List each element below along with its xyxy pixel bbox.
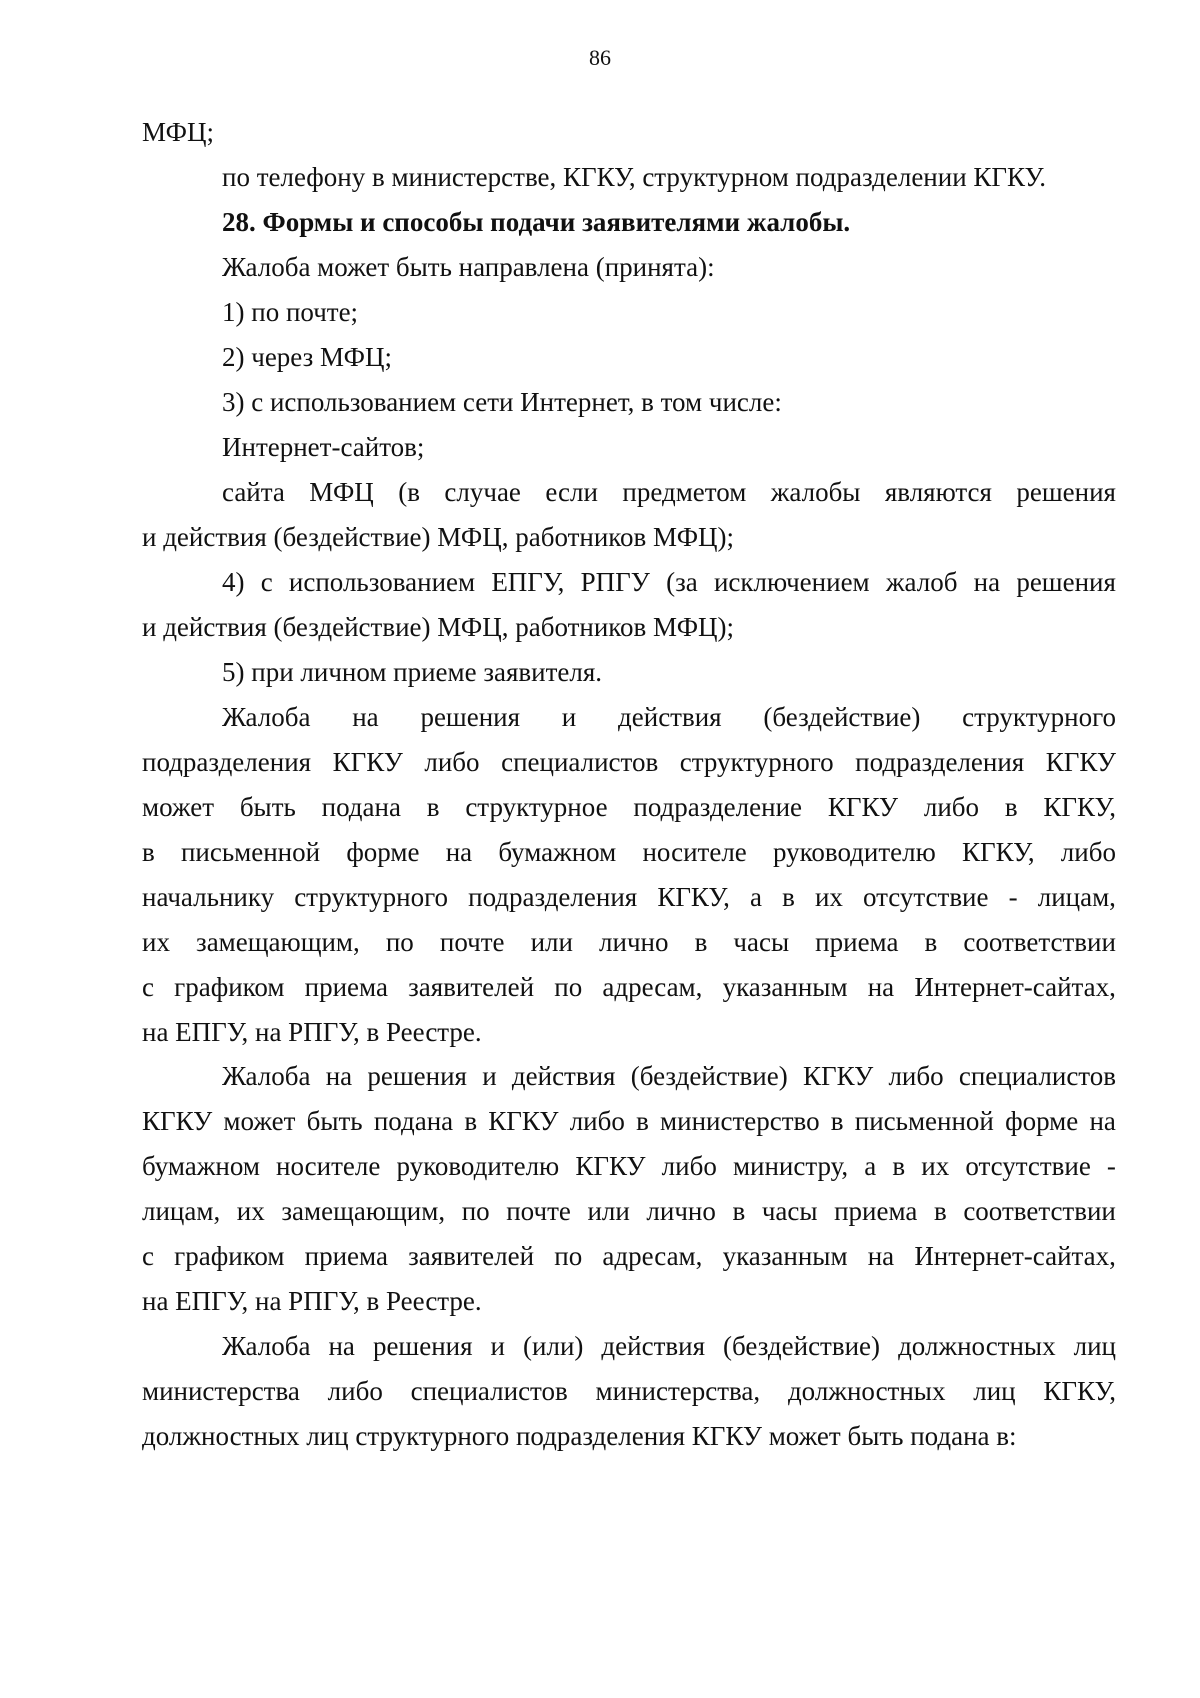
word: либо xyxy=(424,747,480,777)
word: письменной xyxy=(180,837,321,867)
word: РПГУ xyxy=(580,567,650,597)
word: - xyxy=(1008,882,1018,912)
word: подразделение xyxy=(633,792,803,822)
word: КГКУ, xyxy=(1043,1376,1116,1406)
word: форме xyxy=(1005,1106,1079,1136)
word: адресам, xyxy=(602,972,703,1002)
word: в xyxy=(464,1106,478,1136)
text-line xyxy=(142,474,1116,510)
text-line: и действия (бездействие) МФЦ, работников МФЦ); xyxy=(142,612,735,642)
word: либо xyxy=(923,792,980,822)
word: и xyxy=(482,1061,497,1091)
word: должностных xyxy=(787,1376,946,1406)
word: КГКУ xyxy=(1045,747,1116,777)
word: министерства xyxy=(142,1376,300,1406)
word: или xyxy=(530,927,573,957)
word: на xyxy=(325,1061,353,1091)
text-line xyxy=(142,924,1116,960)
word: использованием xyxy=(288,567,476,597)
word: Жалоба xyxy=(222,1061,311,1091)
word: их xyxy=(142,927,170,957)
word: может xyxy=(142,792,214,822)
word: лицам, xyxy=(1037,882,1116,912)
word: специалистов xyxy=(501,747,659,777)
word: приема xyxy=(834,1196,918,1226)
text-line: должностных лиц структурного подразделения КГКУ может быть подана в: xyxy=(142,1421,1017,1451)
word: по xyxy=(554,972,583,1002)
text-line xyxy=(142,1103,1116,1139)
word: руководителю xyxy=(773,837,936,867)
word: в xyxy=(426,792,440,822)
word: на xyxy=(867,1241,895,1271)
word: носителе xyxy=(276,1151,381,1181)
word: случае xyxy=(444,477,521,507)
word: их xyxy=(814,882,843,912)
word: лично xyxy=(646,1196,716,1226)
word: либо xyxy=(1060,837,1116,867)
text-line: МФЦ; xyxy=(142,117,214,147)
word: сайта xyxy=(222,477,285,507)
text-line: 28. Формы и способы подачи заявителями жалобы. xyxy=(222,207,851,237)
word: в xyxy=(782,882,795,912)
text-line: и действия (бездействие) МФЦ, работников МФЦ); xyxy=(142,522,735,552)
word: (бездействие) xyxy=(630,1061,788,1091)
word: графиком xyxy=(174,1241,285,1271)
word: графиком xyxy=(174,972,285,1002)
word: на xyxy=(973,567,1001,597)
word: форме xyxy=(346,837,420,867)
word: жалобы xyxy=(770,477,861,507)
text-line xyxy=(142,699,1116,735)
word: МФЦ xyxy=(309,477,374,507)
word: носителе xyxy=(642,837,747,867)
text-line xyxy=(142,564,1116,600)
word: приема xyxy=(815,927,899,957)
word: КГКУ xyxy=(142,1106,213,1136)
word: указанным xyxy=(722,972,848,1002)
word: на xyxy=(1089,1106,1116,1136)
word: если xyxy=(545,477,598,507)
word: заявителей xyxy=(408,1241,535,1271)
word: часы xyxy=(733,927,790,957)
word: бумажном xyxy=(498,837,617,867)
word: Интернет-сайтах, xyxy=(914,972,1116,1002)
word: отсутствие xyxy=(965,1151,1091,1181)
word: письменной xyxy=(854,1106,994,1136)
word: в xyxy=(142,837,155,867)
text-line xyxy=(142,789,1116,825)
word: лично xyxy=(599,927,669,957)
word: а xyxy=(749,882,762,912)
word: указанным xyxy=(722,1241,848,1271)
word: КГКУ xyxy=(802,1061,874,1091)
word: Жалоба xyxy=(222,1331,311,1361)
text-line xyxy=(142,969,1116,1005)
word: являются xyxy=(884,477,992,507)
word: часы xyxy=(761,1196,818,1226)
word: лиц xyxy=(973,1376,1016,1406)
text-line: Интернет-сайтов; xyxy=(222,432,425,462)
word: министру, xyxy=(732,1151,849,1181)
text-line: 1) по почте; xyxy=(222,297,359,327)
text-line: Жалоба может быть направлена (принята): xyxy=(222,252,715,282)
word: Интернет-сайтах, xyxy=(914,1241,1116,1271)
word: на xyxy=(328,1331,355,1361)
word: почте xyxy=(506,1196,571,1226)
text-line: на ЕПГУ, на РПГУ, в Реестре. xyxy=(142,1286,482,1316)
word: действия xyxy=(601,1331,705,1361)
word: в xyxy=(830,1106,844,1136)
word: в xyxy=(892,1151,906,1181)
word: начальнику xyxy=(142,882,275,912)
word: бумажном xyxy=(142,1151,260,1181)
word: лицам, xyxy=(142,1196,221,1226)
word: КГКУ xyxy=(827,792,899,822)
text-line: 5) при личном приеме заявителя. xyxy=(222,657,603,687)
word: в xyxy=(732,1196,746,1226)
word: может xyxy=(223,1106,296,1136)
word: действия xyxy=(618,702,722,732)
text-line xyxy=(142,1058,1116,1094)
word: подразделения xyxy=(855,747,1025,777)
text-line xyxy=(142,1193,1116,1229)
word: лиц xyxy=(1073,1331,1116,1361)
word: структурное xyxy=(465,792,608,822)
word: в xyxy=(636,1106,649,1136)
word: структурного xyxy=(962,702,1116,732)
word: (бездействие) xyxy=(723,1331,881,1361)
text-line xyxy=(142,879,1116,915)
word: министерства, xyxy=(595,1376,761,1406)
word: и xyxy=(561,702,577,732)
text-line xyxy=(142,1238,1116,1274)
word: предметом xyxy=(622,477,747,507)
word: по xyxy=(461,1196,490,1226)
text-line: на ЕПГУ, на РПГУ, в Реестре. xyxy=(142,1017,482,1047)
word: подана xyxy=(321,792,401,822)
word: специалистов xyxy=(410,1376,568,1406)
text-line: 3) с использованием сети Интернет, в том числе: xyxy=(222,387,782,417)
word: их xyxy=(921,1151,950,1181)
word: (или) xyxy=(523,1331,584,1361)
word: либо xyxy=(569,1106,625,1136)
word: в xyxy=(924,927,938,957)
text-line xyxy=(142,834,1116,870)
word: с xyxy=(260,567,273,597)
word: соответствии xyxy=(963,927,1116,957)
word: почте xyxy=(439,927,505,957)
word: руководителю xyxy=(396,1151,560,1181)
word: с xyxy=(142,972,154,1002)
word: структурного xyxy=(679,747,834,777)
word: отсутствие xyxy=(863,882,989,912)
word: специалистов xyxy=(958,1061,1116,1091)
word: (в xyxy=(398,477,420,507)
word: либо xyxy=(327,1376,383,1406)
word: ЕПГУ, xyxy=(491,567,565,597)
text-line: 2) через МФЦ; xyxy=(222,342,393,372)
word: КГКУ, xyxy=(657,882,730,912)
word: (за xyxy=(666,567,698,597)
word: а xyxy=(864,1151,877,1181)
word: подразделения xyxy=(468,882,638,912)
word: заявителей xyxy=(408,972,535,1002)
word: адресам, xyxy=(602,1241,703,1271)
word: в xyxy=(933,1196,947,1226)
word: либо xyxy=(661,1151,717,1181)
word: решения xyxy=(367,1061,467,1091)
text-line xyxy=(142,744,1116,780)
word: по xyxy=(554,1241,583,1271)
word: структурного xyxy=(294,882,449,912)
word: быть xyxy=(306,1106,363,1136)
word: решения xyxy=(420,702,521,732)
text-line xyxy=(142,1328,1116,1364)
text-line xyxy=(142,1373,1116,1409)
word: на xyxy=(445,837,473,867)
word: и xyxy=(490,1331,505,1361)
word: - xyxy=(1106,1151,1116,1181)
word: на xyxy=(867,972,895,1002)
word: действия xyxy=(511,1061,616,1091)
word: по xyxy=(385,927,414,957)
word: решения xyxy=(1016,477,1116,507)
word: жалоб xyxy=(885,567,958,597)
word: (бездействие) xyxy=(763,702,921,732)
word: быть xyxy=(239,792,296,822)
text-line: по телефону в министерстве, КГКУ, структурном подразделении КГКУ. xyxy=(222,162,1046,192)
word: подразделения xyxy=(142,747,312,777)
text-line xyxy=(142,1148,1116,1184)
word: решения xyxy=(1016,567,1116,597)
word: их xyxy=(236,1196,265,1226)
word: в xyxy=(694,927,708,957)
word: КГКУ, xyxy=(962,837,1035,867)
word: 4) xyxy=(222,567,245,597)
word: КГКУ xyxy=(332,747,403,777)
word: решения xyxy=(372,1331,473,1361)
word: с xyxy=(142,1241,154,1271)
word: в xyxy=(1004,792,1018,822)
word: соответствии xyxy=(963,1196,1116,1226)
word: Жалоба xyxy=(222,702,311,732)
word: КГКУ xyxy=(575,1151,646,1181)
word: исключением xyxy=(713,567,870,597)
word: министерство xyxy=(660,1106,820,1136)
word: или xyxy=(587,1196,630,1226)
word: на xyxy=(352,702,379,732)
word: приема xyxy=(304,1241,388,1271)
page-number: 86 xyxy=(589,45,611,70)
word: должностных xyxy=(898,1331,1056,1361)
word: КГКУ, xyxy=(1043,792,1116,822)
word: либо xyxy=(888,1061,944,1091)
word: замещающим, xyxy=(196,927,360,957)
word: приема xyxy=(304,972,388,1002)
word: КГКУ xyxy=(488,1106,559,1136)
word: подана xyxy=(373,1106,454,1136)
word: замещающим, xyxy=(281,1196,446,1226)
